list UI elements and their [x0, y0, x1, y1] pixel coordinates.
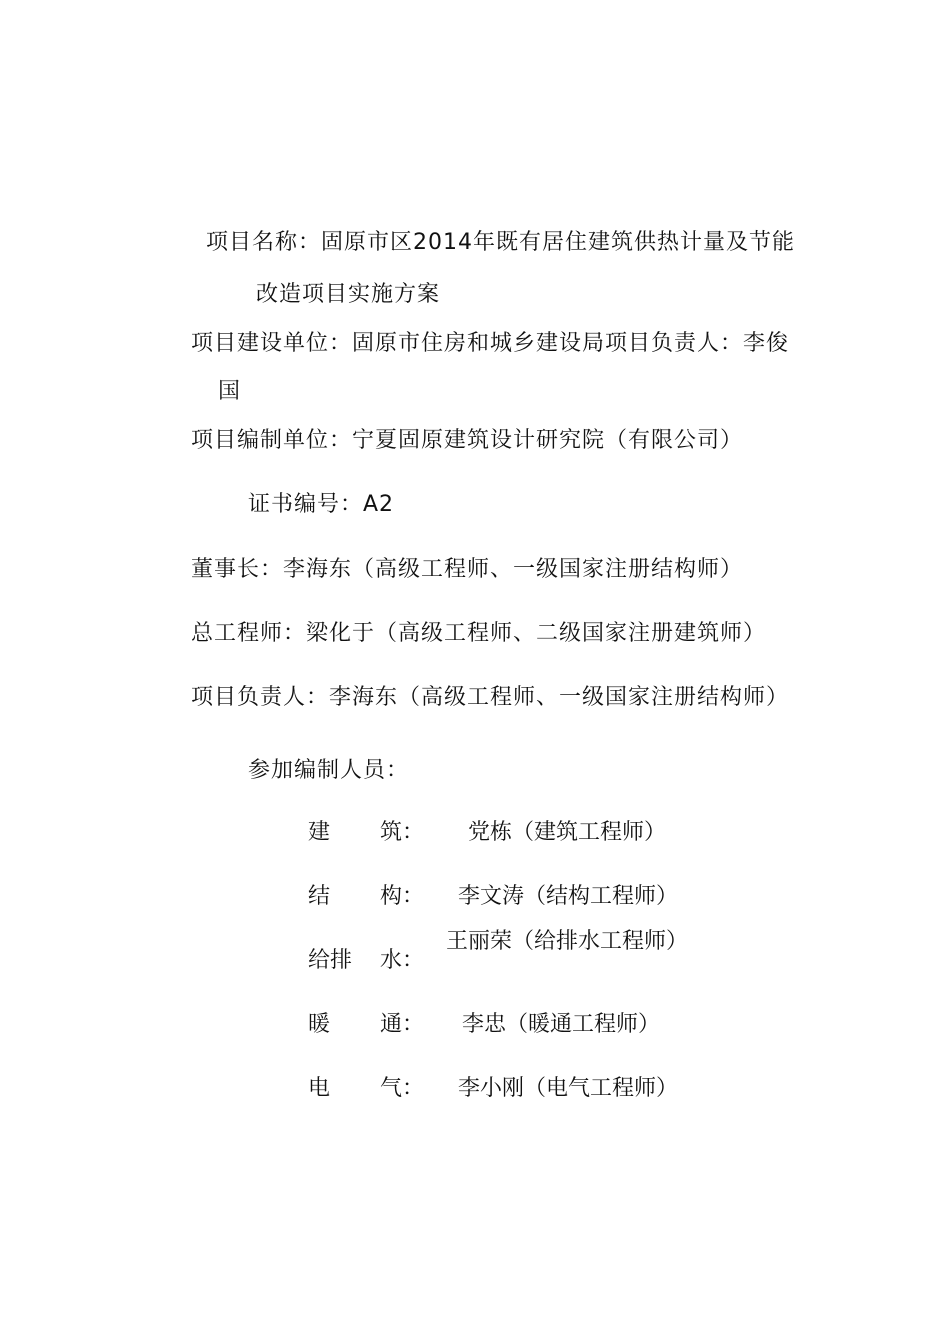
- staff-person: 李小刚（电气工程师）: [458, 1076, 679, 1101]
- staff-role-part-b: 构：: [380, 884, 425, 909]
- project-compiler: 项目编制单位：宁夏固原建筑设计研究院（有限公司）: [191, 428, 744, 453]
- staff-role-part-a: 结: [308, 884, 331, 909]
- list-item: [308, 1005, 728, 1045]
- project-name-line-1: 项目名称：固原市区2014年既有居住建筑供热计量及节能: [206, 230, 795, 255]
- staff-role-part-a: 给排: [308, 948, 353, 973]
- staff-role-part-a: 建: [308, 820, 331, 845]
- staff-role-part-a: 电: [308, 1076, 331, 1101]
- chairman-line: 董事长：李海东（高级工程师、一级国家注册结构师）: [191, 557, 744, 582]
- staff-person: 党栋（建筑工程师）: [468, 820, 667, 845]
- list-item: [308, 929, 728, 981]
- list-item: [308, 813, 728, 853]
- list-item: [308, 1069, 728, 1109]
- staff-role-part-b: 水：: [380, 948, 425, 973]
- staff-role-part-a: 暖: [308, 1012, 331, 1037]
- chief-engineer-line: 总工程师：梁化于（高级工程师、二级国家注册建筑师）: [191, 621, 767, 646]
- staff-role-part-b: 筑：: [380, 820, 425, 845]
- project-lead-line: 项目负责人：李海东（高级工程师、一级国家注册结构师）: [191, 685, 790, 710]
- staff-person: 王丽荣（给排水工程师）: [446, 929, 689, 954]
- staff-role-part-b: 气：: [380, 1076, 425, 1101]
- staff-person: 李忠（暖通工程师）: [462, 1012, 661, 1037]
- project-builder-line-1: 项目建设单位：固原市住房和城乡建设局项目负责人：李俊: [191, 331, 790, 356]
- project-builder-line-2: 国: [218, 379, 242, 404]
- staff-person: 李文涛（结构工程师）: [458, 884, 679, 909]
- certificate-number: 证书编号：A2: [248, 492, 395, 517]
- list-item: [308, 877, 728, 917]
- staff-heading: 参加编制人员：: [248, 758, 410, 783]
- staff-role-part-b: 通：: [380, 1012, 425, 1037]
- project-name-line-2: 改造项目实施方案: [256, 282, 441, 307]
